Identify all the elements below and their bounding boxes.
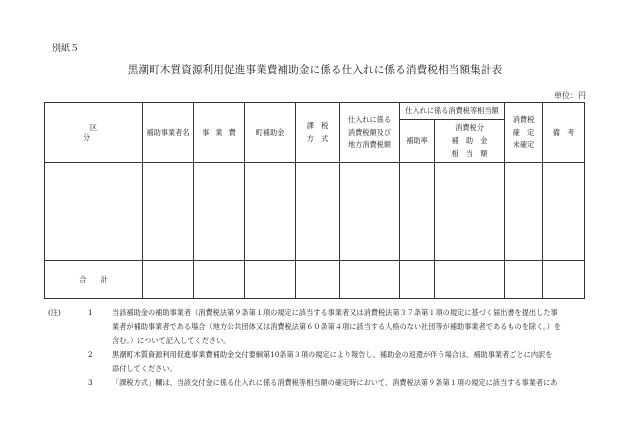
notes-section — [48, 306, 596, 390]
data-row — [45, 163, 585, 261]
cell-category[interactable] — [45, 163, 143, 261]
cell-tax-portion[interactable] — [435, 163, 505, 261]
note-item — [48, 376, 596, 390]
total-row — [45, 261, 585, 299]
cell-remarks[interactable] — [543, 163, 585, 261]
header-subsidy-rate: 補助率 — [400, 120, 435, 163]
note-number: 2 — [88, 350, 93, 359]
note-text: 黒潮町木質資源利用促進事業費補助金交付要綱第10条第３項の規定により報告し、補助金の返還が伴う場合は、補助事業者ごとに内訳を 添付してください。 — [112, 350, 553, 373]
cell-tax-status[interactable] — [505, 163, 543, 261]
note-text: 「課税方式」欄は、当該交付金に係る仕入れに係る消費税等相当額の確定時において、消費税法第９条第１項の規定に該当する事業者にあ — [112, 378, 558, 387]
header-row — [45, 103, 585, 120]
total-tax-portion[interactable] — [435, 261, 505, 299]
total-tax-method[interactable] — [296, 261, 340, 299]
cell-input-tax[interactable] — [340, 163, 400, 261]
note-number: 1 — [88, 308, 93, 317]
header-group-tax-equivalent: 仕入れに係る消費税等相当額 — [400, 103, 505, 120]
total-project-cost[interactable] — [194, 261, 245, 299]
total-town-subsidy[interactable] — [245, 261, 296, 299]
document-title: 黒潮町木質資源利用促進事業費補助金に係る仕入れに係る消費税相当額集計表 — [127, 64, 503, 76]
total-operator-name[interactable] — [143, 261, 194, 299]
total-label: 合 計 — [45, 261, 143, 299]
unit-label: 単位：円 — [554, 91, 586, 100]
note-text: 当該補助金の補助事業者（消費税法第９条第１項の規定に該当する事業者又は消費税法第３７条第１項の規定に基づく届出書を提出した事 業者が補助事業者である場合（地方公共団体又は消費税法第６０条第４項に該当する人格のない社団等が補助事業者であるものを除く。）を 含む。）について記入してください。 — [112, 308, 562, 345]
cell-operator-name[interactable] — [143, 163, 194, 261]
total-subsidy-rate[interactable] — [400, 261, 435, 299]
cell-project-cost[interactable] — [194, 163, 245, 261]
total-remarks[interactable] — [543, 261, 585, 299]
header-category: 区 分 — [45, 103, 143, 163]
notes-label: (注) — [48, 308, 61, 317]
note-item — [48, 348, 596, 376]
cell-tax-method[interactable] — [296, 163, 340, 261]
summary-table — [44, 102, 585, 299]
form-number: 別紙５ — [52, 44, 80, 54]
header-operator-name: 補助事業者名 — [143, 103, 194, 163]
header-project-cost: 事業費 — [194, 103, 245, 163]
header-input-tax: 仕入れに係る 消費税額及び 地方消費税額 — [340, 103, 400, 163]
note-number: 3 — [88, 378, 93, 387]
total-tax-status[interactable] — [505, 261, 543, 299]
total-input-tax[interactable] — [340, 261, 400, 299]
note-item — [48, 306, 596, 348]
header-remarks: 備 考 — [543, 103, 585, 163]
header-tax-method: 課 税 方 式 — [296, 103, 340, 163]
header-tax-portion: 消費税分 補 助 金 相 当 額 — [435, 120, 505, 163]
header-tax-status: 消費税 確 定 未確定 — [505, 103, 543, 163]
cell-subsidy-rate[interactable] — [400, 163, 435, 261]
cell-town-subsidy[interactable] — [245, 163, 296, 261]
header-town-subsidy: 町補助金 — [245, 103, 296, 163]
